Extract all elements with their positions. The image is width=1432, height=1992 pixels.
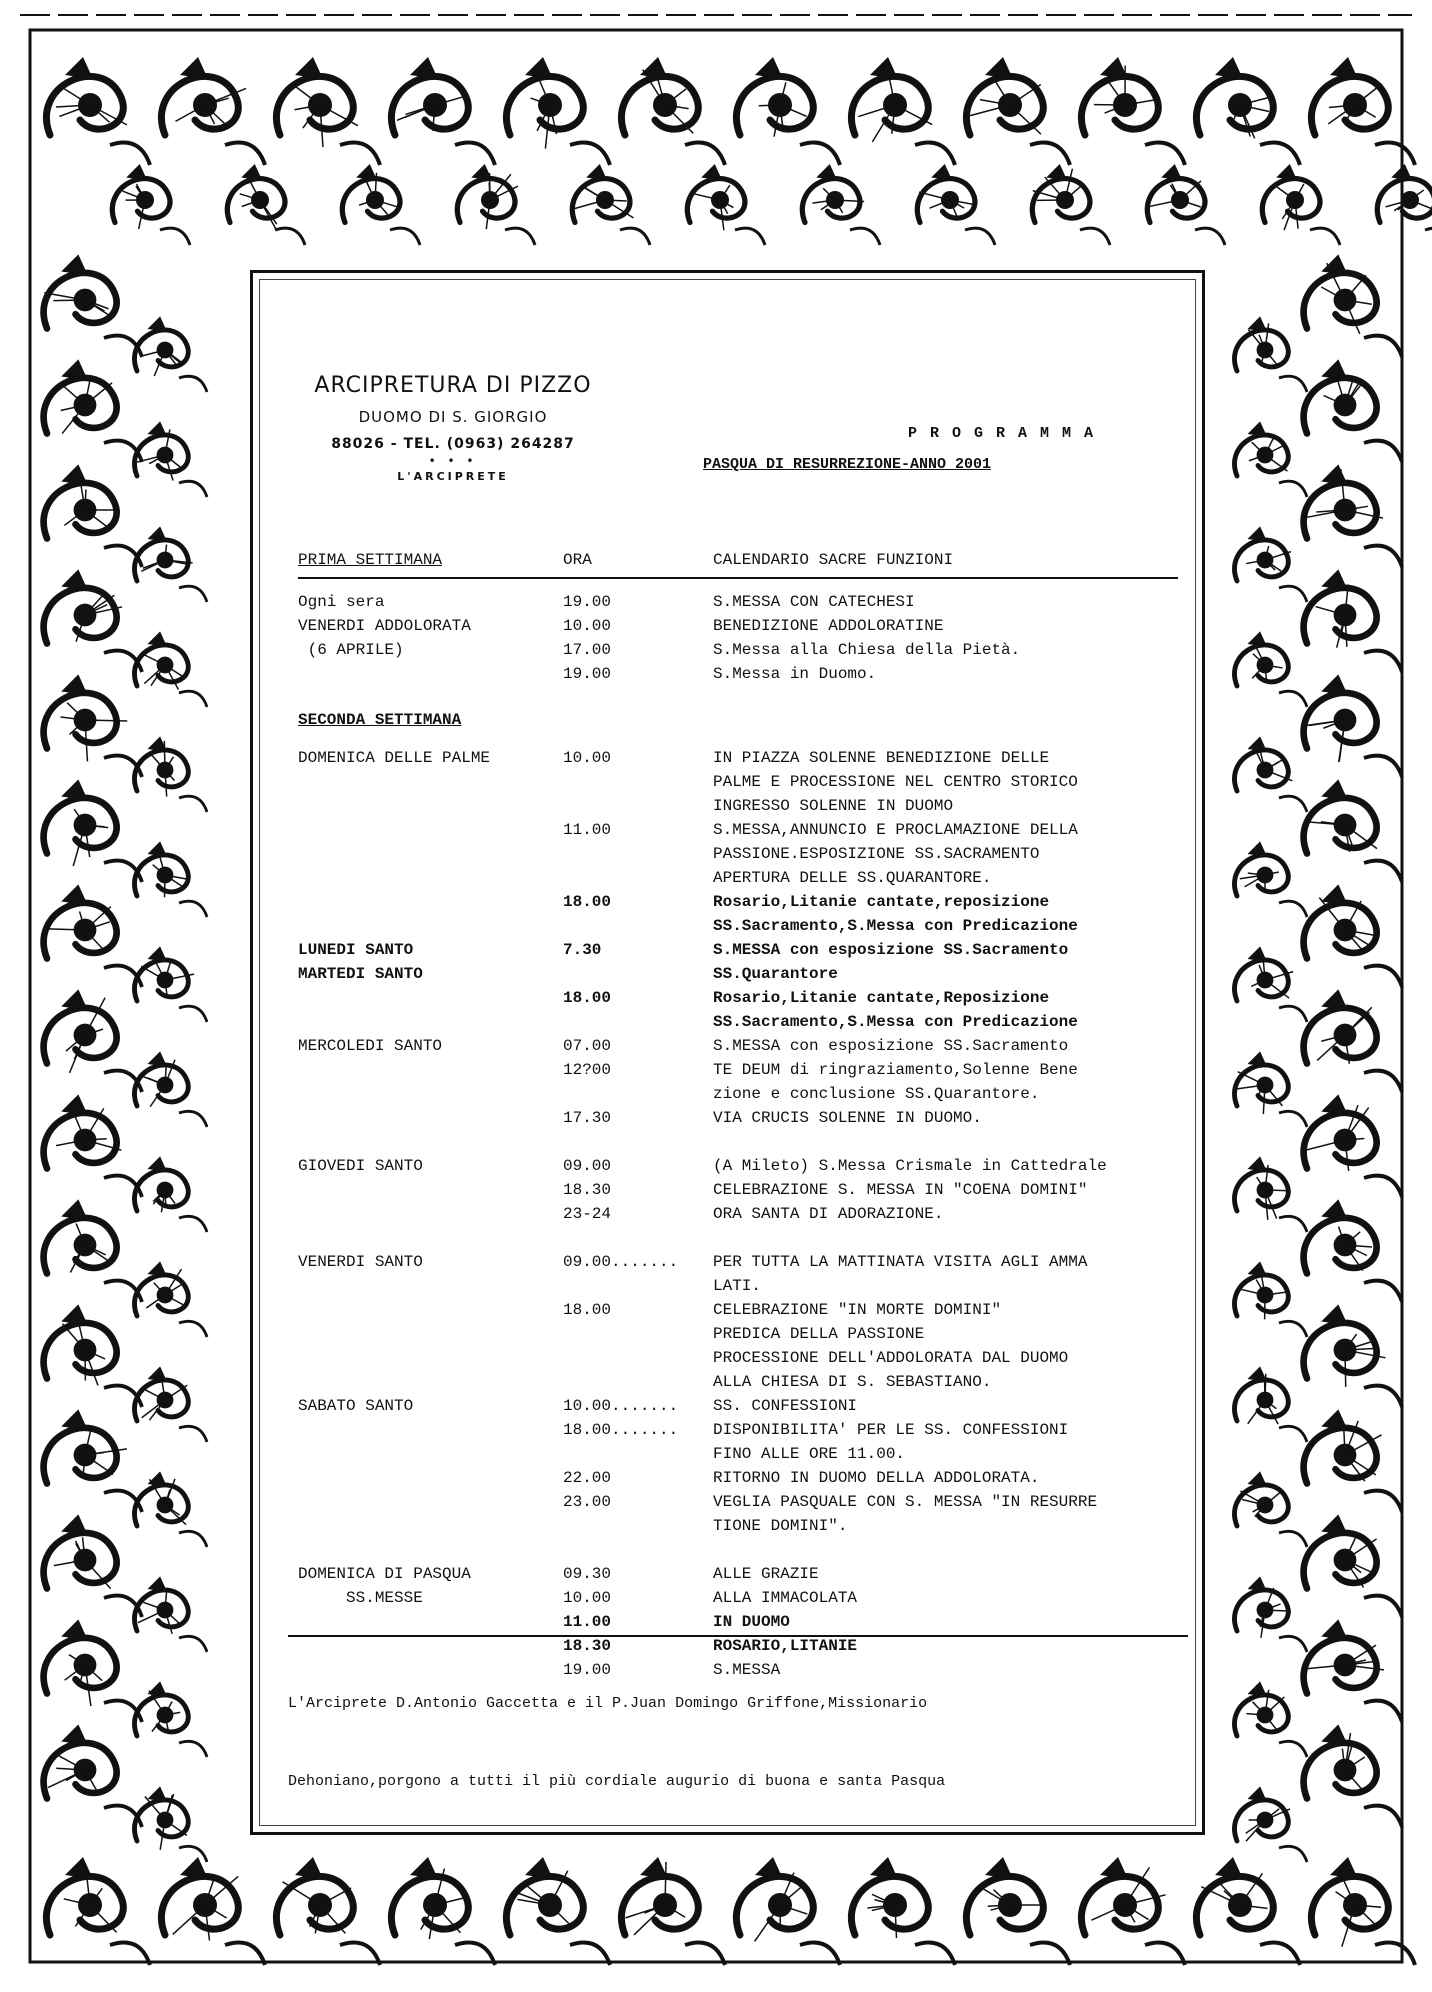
schedule-row xyxy=(298,941,1178,965)
row-desc: (A Mileto) S.Messa Crismale in Cattedrale xyxy=(713,1157,1107,1175)
schedule-row xyxy=(298,1181,1178,1205)
schedule xyxy=(298,551,1178,1685)
schedule-row xyxy=(298,593,1178,617)
row-desc: S.MESSA,ANNUNCIO E PROCLAMAZIONE DELLA xyxy=(713,821,1078,839)
row-desc: PROCESSIONE DELL'ADDOLORATA DAL DUOMO xyxy=(713,1349,1069,1367)
row-desc: INGRESSO SOLENNE IN DUOMO xyxy=(713,797,954,815)
row-desc: S.MESSA CON CATECHESI xyxy=(713,593,915,611)
schedule-row xyxy=(298,1085,1178,1109)
row-day: LUNEDI SANTO xyxy=(298,941,414,959)
row-desc: Rosario,Litanie cantate,Reposizione xyxy=(713,989,1050,1007)
row-day: Ogni sera xyxy=(298,593,385,611)
letterhead xyxy=(283,373,623,483)
row-desc: SS.Sacramento,S.Messa con Predicazione xyxy=(713,1013,1078,1031)
row-time: 18.00....... xyxy=(563,1421,679,1439)
row-desc: S.Messa alla Chiesa della Pietà. xyxy=(713,641,1021,659)
schedule-row xyxy=(298,1253,1178,1277)
row-desc: SS.Sacramento,S.Messa con Predicazione xyxy=(713,917,1078,935)
schedule-row xyxy=(298,1397,1178,1421)
row-desc: ALLE GRAZIE xyxy=(713,1565,819,1583)
row-desc: VEGLIA PASQUALE CON S. MESSA "IN RESURRE xyxy=(713,1493,1098,1511)
row-time: 18.30 xyxy=(563,1637,612,1655)
schedule-row xyxy=(298,917,1178,941)
row-desc: CELEBRAZIONE "IN MORTE DOMINI" xyxy=(713,1301,1002,1319)
row-time: 10.00 xyxy=(563,749,612,767)
row-day: SS.MESSE xyxy=(298,1589,423,1607)
row-time: 10.00 xyxy=(563,617,612,635)
row-desc: ALLA IMMACOLATA xyxy=(713,1589,858,1607)
schedule-row xyxy=(298,1517,1178,1541)
row-time: 09.30 xyxy=(563,1565,612,1583)
schedule-row xyxy=(298,1277,1178,1301)
row-day: SABATO SANTO xyxy=(298,1397,414,1415)
row-desc: S.MESSA con esposizione SS.Sacramento xyxy=(713,1037,1069,1055)
row-time: 17.00 xyxy=(563,641,612,659)
schedule-row xyxy=(298,1541,1178,1565)
row-desc: TE DEUM di ringraziamento,Solenne Bene xyxy=(713,1061,1078,1079)
row-time: 23.00 xyxy=(563,1493,612,1511)
header-calendar: CALENDARIO SACRE FUNZIONI xyxy=(713,551,954,569)
row-desc: zione e conclusione SS.Quarantore. xyxy=(713,1085,1040,1103)
row-desc: IN PIAZZA SOLENNE BENEDIZIONE DELLE xyxy=(713,749,1050,767)
row-time: 18.30 xyxy=(563,1181,612,1199)
row-desc: ROSARIO,LITANIE xyxy=(713,1637,858,1655)
row-desc: VIA CRUCIS SOLENNE IN DUOMO. xyxy=(713,1109,982,1127)
row-time: 18.00 xyxy=(563,1301,612,1319)
schedule-row xyxy=(298,893,1178,917)
schedule-row xyxy=(298,1469,1178,1493)
schedule-row xyxy=(298,617,1178,641)
schedule-row xyxy=(298,1301,1178,1325)
schedule-row xyxy=(298,1445,1178,1469)
schedule-row xyxy=(298,821,1178,845)
week2-title: SECONDA SETTIMANA xyxy=(298,711,462,729)
row-desc: APERTURA DELLE SS.QUARANTORE. xyxy=(713,869,992,887)
schedule-row xyxy=(298,1613,1178,1637)
row-day: (6 APRILE) xyxy=(298,641,404,659)
row-desc: BENEDIZIONE ADDOLORATINE xyxy=(713,617,944,635)
letterhead-subtitle: DUOMO DI S. GIORGIO xyxy=(358,408,548,426)
row-time: 11.00 xyxy=(563,821,612,839)
row-desc: S.MESSA xyxy=(713,1661,781,1679)
schedule-row xyxy=(298,1037,1178,1061)
letterhead-signature: L'ARCIPRETE xyxy=(397,470,509,483)
schedule-row xyxy=(298,989,1178,1013)
week2-list xyxy=(298,749,1178,1685)
row-time: 09.00....... xyxy=(563,1253,679,1271)
program-panel xyxy=(250,270,1205,1835)
row-time: 10.00 xyxy=(563,1589,612,1607)
row-time: 23-24 xyxy=(563,1205,612,1223)
row-time: 11.00 xyxy=(563,1613,612,1631)
footer-greeting xyxy=(288,1635,1188,1847)
row-desc: RITORNO IN DUOMO DELLA ADDOLORATA. xyxy=(713,1469,1040,1487)
row-desc: S.MESSA con esposizione SS.Sacramento xyxy=(713,941,1069,959)
schedule-row xyxy=(298,869,1178,893)
row-time: 18.00 xyxy=(563,893,612,911)
schedule-row xyxy=(298,1325,1178,1349)
row-time: 07.00 xyxy=(563,1037,612,1055)
row-desc: SS. CONFESSIONI xyxy=(713,1397,858,1415)
schedule-row xyxy=(298,1109,1178,1133)
row-day: MERCOLEDI SANTO xyxy=(298,1037,443,1055)
schedule-row xyxy=(298,797,1178,821)
schedule-row xyxy=(298,965,1178,989)
row-desc: PALME E PROCESSIONE NEL CENTRO STORICO xyxy=(713,773,1078,791)
header-time: ORA xyxy=(563,551,592,569)
schedule-row xyxy=(298,1013,1178,1037)
row-desc: SS.Quarantore xyxy=(713,965,838,983)
row-desc: CELEBRAZIONE S. MESSA IN "COENA DOMINI" xyxy=(713,1181,1088,1199)
row-time: 22.00 xyxy=(563,1469,612,1487)
schedule-row xyxy=(298,665,1178,689)
schedule-row xyxy=(298,749,1178,773)
schedule-row xyxy=(298,773,1178,797)
row-day: GIOVEDI SANTO xyxy=(298,1157,423,1175)
row-time: 19.00 xyxy=(563,593,612,611)
week1-list xyxy=(298,593,1178,689)
row-time: 18.00 xyxy=(563,989,612,1007)
row-desc: IN DUOMO xyxy=(713,1613,790,1631)
letterhead-name: ARCIPRETURA DI PIZZO xyxy=(314,373,592,398)
schedule-row xyxy=(298,1565,1178,1589)
row-day: MARTEDI SANTO xyxy=(298,965,423,983)
row-time: 12?00 xyxy=(563,1061,612,1079)
schedule-row xyxy=(298,1589,1178,1613)
footer-line-1: L'Arciprete D.Antonio Gaccetta e il P.Juan Domingo Griffone,Missionario xyxy=(288,1695,928,1712)
row-desc: TIONE DOMINI". xyxy=(713,1517,848,1535)
schedule-row xyxy=(298,1349,1178,1373)
row-time: 10.00....... xyxy=(563,1397,679,1415)
row-time: 19.00 xyxy=(563,1661,612,1679)
schedule-row xyxy=(298,845,1178,869)
row-day: DOMENICA DELLE PALME xyxy=(298,749,491,767)
schedule-row xyxy=(298,1061,1178,1085)
row-desc: S.Messa in Duomo. xyxy=(713,665,877,683)
row-time: 09.00 xyxy=(563,1157,612,1175)
row-time: 19.00 xyxy=(563,665,612,683)
row-day: DOMENICA DI PASQUA xyxy=(298,1565,471,1583)
letterhead-telephone: 88026 - TEL. (0963) 264287 xyxy=(331,436,575,452)
schedule-row xyxy=(298,1133,1178,1157)
schedule-row xyxy=(298,1229,1178,1253)
schedule-row xyxy=(298,1157,1178,1181)
program-title: P R O G R A M M A xyxy=(908,425,1096,442)
row-desc: ALLA CHIESA DI S. SEBASTIANO. xyxy=(713,1373,992,1391)
row-desc: PASSIONE.ESPOSIZIONE SS.SACRAMENTO xyxy=(713,845,1040,863)
schedule-row xyxy=(298,641,1178,665)
row-desc: PER TUTTA LA MATTINATA VISITA AGLI AMMA xyxy=(713,1253,1088,1271)
row-desc: FINO ALLE ORE 11.00. xyxy=(713,1445,906,1463)
schedule-row xyxy=(298,1493,1178,1517)
row-desc: PREDICA DELLA PASSIONE xyxy=(713,1325,925,1343)
row-day: VENERDI ADDOLORATA xyxy=(298,617,471,635)
row-desc: ORA SANTA DI ADORAZIONE. xyxy=(713,1205,944,1223)
schedule-header xyxy=(298,551,1178,579)
schedule-row xyxy=(298,1421,1178,1445)
row-desc: LATI. xyxy=(713,1277,762,1295)
row-time: 7.30 xyxy=(563,941,602,959)
program-subtitle: PASQUA DI RESURREZIONE-ANNO 2001 xyxy=(703,456,992,473)
row-day: VENERDI SANTO xyxy=(298,1253,423,1271)
header-week: PRIMA SETTIMANA xyxy=(298,551,443,569)
footer-line-2: Dehoniano,porgono a tutti il più cordiale augurio di buona e santa Pasqua xyxy=(288,1773,946,1790)
row-desc: Rosario,Litanie cantate,reposizione xyxy=(713,893,1050,911)
schedule-row xyxy=(298,1205,1178,1229)
row-desc: DISPONIBILITA' PER LE SS. CONFESSIONI xyxy=(713,1421,1069,1439)
row-time: 17.30 xyxy=(563,1109,612,1127)
schedule-row xyxy=(298,1373,1178,1397)
letterhead-dots: • • • xyxy=(428,454,478,468)
